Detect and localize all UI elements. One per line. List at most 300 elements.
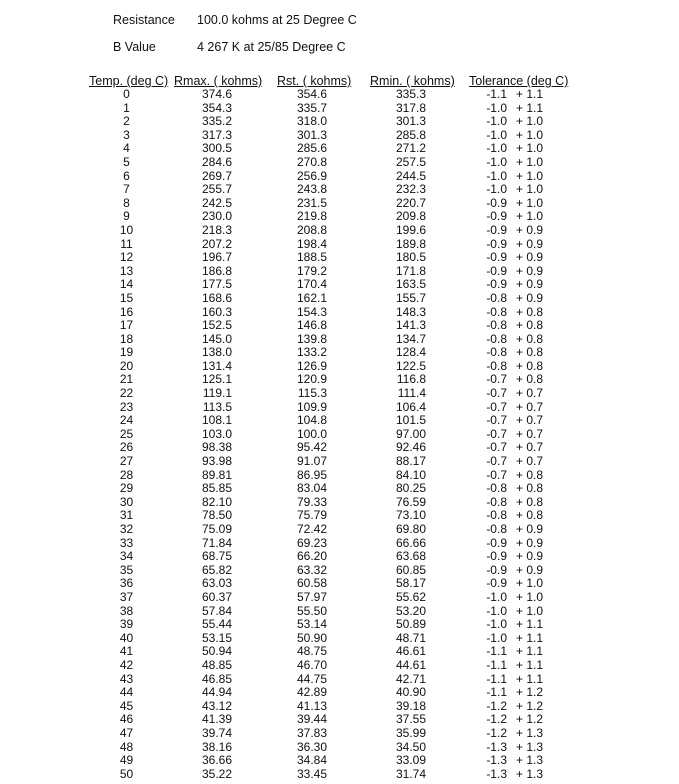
rmin-cell: 80.25: [395, 481, 426, 496]
temp-cell: 21: [119, 372, 134, 387]
table-row: [0, 102, 679, 116]
tolerance-plus-cell: + 0.9: [516, 522, 544, 536]
tolerance-plus-cell: + 0.9: [516, 222, 544, 237]
rmin-cell: 106.4: [395, 399, 426, 414]
table-row: [0, 713, 679, 727]
rmin-cell: 271.2: [395, 141, 426, 156]
tolerance-plus-cell: + 0.7: [516, 386, 544, 401]
tolerance-plus-cell: + 1.3: [516, 753, 544, 768]
rst-cell: 198.4: [296, 236, 327, 251]
rmax-cell: 82.10: [201, 494, 232, 509]
rst-cell: 95.42: [296, 440, 327, 455]
rst-cell: 63.32: [296, 562, 327, 577]
table-row: [0, 115, 679, 129]
rst-cell: 219.8: [296, 209, 327, 224]
table-row: [0, 401, 679, 415]
temp-cell: 26: [119, 440, 134, 455]
rst-cell: 50.90: [296, 630, 327, 645]
temp-cell: 36: [119, 576, 134, 591]
table-row: [0, 265, 679, 279]
rmin-cell: 232.3: [395, 182, 426, 197]
resistance-label: Resistance: [113, 13, 175, 27]
temp-cell: 19: [119, 345, 134, 360]
table-row: [0, 183, 679, 197]
rst-cell: 69.23: [296, 535, 327, 550]
rst-cell: 57.97: [296, 589, 327, 604]
tolerance-plus-cell: + 0.8: [516, 318, 544, 333]
table-row: [0, 741, 679, 755]
rmax-cell: 242.5: [201, 195, 232, 210]
rmax-cell: 85.85: [201, 481, 232, 496]
tolerance-plus-cell: + 1.0: [516, 168, 544, 183]
tolerance-minus-cell: -0.8: [486, 345, 507, 360]
tolerance-plus-cell: + 1.3: [516, 766, 544, 781]
rmin-cell: 301.3: [395, 114, 426, 129]
tolerance-minus-cell: -0.9: [486, 535, 507, 550]
tolerance-minus-cell: -1.0: [486, 617, 507, 632]
tolerance-plus-cell: + 0.8: [516, 467, 544, 482]
tolerance-minus-cell: -0.7: [486, 426, 507, 441]
rmin-cell: 97.00: [395, 426, 426, 441]
rmax-cell: 317.3: [201, 127, 232, 142]
table-row: [0, 523, 679, 537]
rmax-cell: 125.1: [201, 372, 232, 387]
table-row: [0, 224, 679, 238]
rst-cell: 285.6: [296, 141, 327, 156]
rmin-cell: 58.17: [395, 576, 426, 591]
tolerance-plus-cell: + 1.1: [516, 87, 544, 101]
table-row: [0, 142, 679, 156]
temp-cell: 35: [119, 562, 134, 577]
rmin-cell: 55.62: [395, 589, 426, 604]
temp-cell: 25: [119, 426, 134, 441]
temp-cell: 13: [119, 263, 134, 278]
tolerance-minus-cell: -0.7: [486, 467, 507, 482]
table-row: [0, 768, 679, 782]
temp-cell: 18: [119, 331, 134, 346]
tolerance-minus-cell: -0.7: [486, 372, 507, 387]
table-row: [0, 428, 679, 442]
tolerance-plus-cell: + 1.0: [516, 589, 544, 604]
rmax-cell: 68.75: [201, 549, 232, 564]
table-row: [0, 251, 679, 265]
tolerance-minus-cell: -0.8: [486, 358, 507, 373]
rmin-cell: 66.66: [395, 535, 426, 550]
rmax-cell: 168.6: [201, 290, 232, 305]
tolerance-minus-cell: -1.0: [486, 589, 507, 604]
table-row: [0, 577, 679, 591]
table-row: [0, 360, 679, 374]
rmax-cell: 55.44: [201, 617, 232, 632]
tolerance-plus-cell: + 1.0: [516, 127, 544, 142]
rst-cell: 208.8: [296, 222, 327, 237]
temp-cell: 1: [123, 100, 130, 115]
table-row: [0, 673, 679, 687]
temp-cell: 50: [119, 766, 134, 781]
tolerance-minus-cell: -0.9: [486, 277, 507, 292]
tolerance-minus-cell: -1.1: [486, 644, 507, 659]
table-row: [0, 414, 679, 428]
table-row: [0, 482, 679, 496]
tolerance-minus-cell: -0.8: [486, 331, 507, 346]
rst-cell: 154.3: [296, 304, 327, 319]
table-row: [0, 373, 679, 387]
rmax-cell: 152.5: [201, 318, 232, 333]
temp-cell: 30: [119, 494, 134, 509]
table-row: [0, 197, 679, 211]
tolerance-minus-cell: -0.7: [486, 413, 507, 428]
rmax-cell: 60.37: [201, 589, 232, 604]
rmin-cell: 39.18: [395, 698, 426, 713]
rmax-cell: 374.6: [201, 87, 232, 101]
rmin-cell: 116.8: [396, 372, 426, 387]
rst-cell: 79.33: [296, 494, 327, 509]
tolerance-minus-cell: -1.0: [486, 127, 507, 142]
rmax-cell: 269.7: [201, 168, 232, 183]
tolerance-plus-cell: + 0.9: [516, 535, 544, 550]
rmax-cell: 113.5: [202, 399, 232, 414]
rst-cell: 335.7: [296, 100, 327, 115]
temp-cell: 49: [119, 753, 134, 768]
tolerance-minus-cell: -1.3: [486, 766, 507, 781]
rmax-cell: 284.6: [201, 154, 232, 169]
rst-cell: 66.20: [296, 549, 327, 564]
rst-cell: 42.89: [296, 685, 327, 700]
tolerance-minus-cell: -1.0: [486, 100, 507, 115]
rst-cell: 104.8: [296, 413, 327, 428]
rmax-cell: 53.15: [201, 630, 232, 645]
rmin-cell: 60.85: [395, 562, 426, 577]
temp-cell: 34: [119, 549, 134, 564]
rmin-cell: 88.17: [395, 454, 426, 469]
rmin-cell: 48.71: [395, 630, 426, 645]
rmin-cell: 111.4: [397, 386, 426, 401]
table-row: [0, 441, 679, 455]
tolerance-minus-cell: -1.0: [486, 114, 507, 129]
table-row: [0, 469, 679, 483]
tolerance-plus-cell: + 0.8: [516, 358, 544, 373]
tolerance-plus-cell: + 0.7: [516, 399, 544, 414]
rst-cell: 36.30: [296, 739, 327, 754]
tolerance-minus-cell: -1.3: [486, 753, 507, 768]
tolerance-minus-cell: -0.7: [486, 454, 507, 469]
temp-cell: 0: [123, 87, 130, 101]
table-row: [0, 591, 679, 605]
rst-cell: 55.50: [296, 603, 327, 618]
rmin-cell: 76.59: [395, 494, 426, 509]
table-row: [0, 700, 679, 714]
tolerance-minus-cell: -1.0: [486, 141, 507, 156]
table-row: [0, 88, 679, 102]
tolerance-minus-cell: -1.1: [486, 671, 507, 686]
header-tolerance: Tolerance (deg C): [469, 74, 569, 88]
rst-cell: 109.9: [296, 399, 327, 414]
rst-cell: 91.07: [296, 454, 327, 469]
rmax-cell: 186.8: [201, 263, 232, 278]
temp-cell: 10: [119, 222, 134, 237]
rst-cell: 146.8: [296, 318, 327, 333]
tolerance-minus-cell: -1.0: [486, 182, 507, 197]
temp-cell: 32: [119, 522, 134, 536]
tolerance-plus-cell: + 1.1: [516, 644, 544, 659]
temp-cell: 39: [119, 617, 134, 632]
temp-cell: 33: [119, 535, 134, 550]
rmin-cell: 285.8: [395, 127, 426, 142]
rmax-cell: 177.5: [201, 277, 232, 292]
rst-cell: 46.70: [296, 657, 327, 672]
temp-cell: 42: [119, 657, 134, 672]
temp-cell: 31: [119, 508, 134, 523]
temp-cell: 46: [119, 712, 134, 727]
rmin-cell: 244.5: [395, 168, 426, 183]
tolerance-minus-cell: -1.2: [486, 712, 507, 727]
temp-cell: 17: [119, 318, 134, 333]
tolerance-minus-cell: -0.7: [486, 386, 507, 401]
rmin-cell: 46.61: [395, 644, 426, 659]
tolerance-minus-cell: -1.0: [486, 154, 507, 169]
tolerance-plus-cell: + 0.8: [516, 372, 544, 387]
rmax-cell: 48.85: [201, 657, 232, 672]
table-row: [0, 156, 679, 170]
rmin-cell: 50.89: [395, 617, 426, 632]
tolerance-plus-cell: + 0.9: [516, 277, 544, 292]
temp-cell: 2: [123, 114, 130, 129]
rmax-cell: 57.84: [201, 603, 232, 618]
rmax-cell: 46.85: [201, 671, 232, 686]
temp-cell: 12: [119, 250, 134, 265]
rst-cell: 243.8: [296, 182, 327, 197]
rmin-cell: 317.8: [395, 100, 426, 115]
rmax-cell: 108.1: [201, 413, 232, 428]
rmax-cell: 98.38: [201, 440, 232, 455]
tolerance-plus-cell: + 0.8: [516, 331, 544, 346]
tolerance-minus-cell: -0.9: [486, 195, 507, 210]
temp-cell: 4: [123, 141, 130, 156]
tolerance-plus-cell: + 1.1: [516, 100, 544, 115]
tolerance-plus-cell: + 1.3: [516, 725, 544, 740]
tolerance-plus-cell: + 0.9: [516, 549, 544, 564]
tolerance-plus-cell: + 0.7: [516, 426, 544, 441]
rmax-cell: 44.94: [201, 685, 232, 700]
table-row: [0, 346, 679, 360]
rmin-cell: 101.5: [395, 413, 426, 428]
tolerance-plus-cell: + 1.0: [516, 114, 544, 129]
rst-cell: 34.84: [296, 753, 327, 768]
rmin-cell: 35.99: [395, 725, 426, 740]
tolerance-minus-cell: -0.7: [486, 399, 507, 414]
tolerance-plus-cell: + 1.0: [516, 576, 544, 591]
tolerance-plus-cell: + 1.3: [516, 739, 544, 754]
rmin-cell: 155.7: [395, 290, 426, 305]
table-row: [0, 537, 679, 551]
rst-cell: 270.8: [296, 154, 327, 169]
rst-cell: 170.4: [296, 277, 327, 292]
table-row: [0, 238, 679, 252]
rmax-cell: 50.94: [201, 644, 232, 659]
rmin-cell: 69.80: [395, 522, 426, 536]
rst-cell: 162.1: [296, 290, 327, 305]
rmax-cell: 39.74: [201, 725, 232, 740]
temp-cell: 20: [119, 358, 134, 373]
rmax-cell: 41.39: [201, 712, 232, 727]
rst-cell: 83.04: [296, 481, 327, 496]
table-row: [0, 306, 679, 320]
tolerance-minus-cell: -1.3: [486, 739, 507, 754]
table-row: [0, 754, 679, 768]
resistance-table-body: [0, 88, 679, 781]
tolerance-plus-cell: + 0.8: [516, 481, 544, 496]
tolerance-minus-cell: -0.9: [486, 549, 507, 564]
tolerance-plus-cell: + 1.0: [516, 195, 544, 210]
tolerance-minus-cell: -0.9: [486, 576, 507, 591]
table-row: [0, 496, 679, 510]
temp-cell: 6: [123, 168, 130, 183]
temp-cell: 16: [119, 304, 134, 319]
rst-cell: 86.95: [296, 467, 327, 482]
tolerance-plus-cell: + 0.9: [516, 250, 544, 265]
rmin-cell: 180.5: [395, 250, 426, 265]
rst-cell: 44.75: [296, 671, 327, 686]
rst-cell: 33.45: [296, 766, 327, 781]
tolerance-plus-cell: + 0.7: [516, 454, 544, 469]
tolerance-plus-cell: + 1.0: [516, 603, 544, 618]
tolerance-plus-cell: + 1.0: [516, 209, 544, 224]
tolerance-minus-cell: -0.8: [486, 508, 507, 523]
temp-cell: 28: [119, 467, 134, 482]
rst-cell: 188.5: [296, 250, 327, 265]
b-value-value: 4 267 K at 25/85 Degree C: [197, 40, 346, 54]
rmax-cell: 138.0: [201, 345, 232, 360]
rst-cell: 139.8: [296, 331, 327, 346]
table-row: [0, 387, 679, 401]
table-row: [0, 170, 679, 184]
rmin-cell: 53.20: [395, 603, 426, 618]
rmax-cell: 196.7: [201, 250, 232, 265]
temp-cell: 43: [119, 671, 134, 686]
rmin-cell: 148.3: [395, 304, 426, 319]
temp-cell: 23: [119, 399, 134, 414]
tolerance-plus-cell: + 1.0: [516, 141, 544, 156]
rst-cell: 39.44: [296, 712, 327, 727]
temp-cell: 11: [120, 236, 133, 251]
tolerance-plus-cell: + 1.1: [516, 617, 544, 632]
rmin-cell: 73.10: [395, 508, 426, 523]
temp-cell: 41: [119, 644, 134, 659]
tolerance-minus-cell: -0.8: [486, 304, 507, 319]
tolerance-minus-cell: -1.1: [486, 657, 507, 672]
temp-cell: 24: [119, 413, 134, 428]
tolerance-plus-cell: + 1.1: [516, 657, 544, 672]
tolerance-minus-cell: -0.9: [486, 209, 507, 224]
tolerance-minus-cell: -1.0: [486, 603, 507, 618]
tolerance-plus-cell: + 1.2: [516, 712, 544, 727]
rmin-cell: 44.61: [395, 657, 426, 672]
rmin-cell: 220.7: [395, 195, 426, 210]
tolerance-plus-cell: + 0.9: [516, 263, 544, 278]
rmin-cell: 63.68: [395, 549, 426, 564]
temp-cell: 15: [119, 290, 134, 305]
table-row: [0, 210, 679, 224]
rst-cell: 126.9: [296, 358, 327, 373]
tolerance-plus-cell: + 0.7: [516, 413, 544, 428]
rmax-cell: 218.3: [201, 222, 232, 237]
tolerance-minus-cell: -1.1: [486, 685, 507, 700]
table-row: [0, 564, 679, 578]
rmax-cell: 160.3: [201, 304, 232, 319]
temp-cell: 45: [119, 698, 134, 713]
tolerance-plus-cell: + 0.9: [516, 562, 544, 577]
tolerance-minus-cell: -0.9: [486, 222, 507, 237]
rmax-cell: 89.81: [201, 467, 232, 482]
tolerance-plus-cell: + 0.8: [516, 304, 544, 319]
tolerance-plus-cell: + 1.2: [516, 685, 544, 700]
table-row: [0, 632, 679, 646]
table-row: [0, 129, 679, 143]
temp-cell: 5: [123, 154, 130, 169]
rmin-cell: 34.50: [395, 739, 426, 754]
temp-cell: 44: [119, 685, 134, 700]
rmin-cell: 33.09: [395, 753, 426, 768]
rmin-cell: 199.6: [395, 222, 426, 237]
temp-cell: 14: [119, 277, 134, 292]
rmax-cell: 35.22: [201, 766, 232, 781]
tolerance-minus-cell: -1.2: [486, 698, 507, 713]
table-row: [0, 292, 679, 306]
tolerance-minus-cell: -0.9: [486, 562, 507, 577]
table-row: [0, 319, 679, 333]
temp-cell: 38: [119, 603, 134, 618]
tolerance-minus-cell: -0.8: [486, 290, 507, 305]
rmax-cell: 119.1: [202, 386, 232, 401]
tolerance-minus-cell: -1.2: [486, 725, 507, 740]
tolerance-minus-cell: -0.9: [486, 236, 507, 251]
tolerance-plus-cell: + 0.8: [516, 508, 544, 523]
table-row: [0, 605, 679, 619]
rst-cell: 301.3: [296, 127, 327, 142]
temp-cell: 48: [119, 739, 134, 754]
rmin-cell: 122.5: [395, 358, 426, 373]
rst-cell: 115.3: [297, 386, 327, 401]
rmax-cell: 255.7: [201, 182, 232, 197]
rmin-cell: 141.3: [395, 318, 426, 333]
rmin-cell: 189.8: [395, 236, 426, 251]
tolerance-minus-cell: -0.8: [486, 318, 507, 333]
table-row: [0, 333, 679, 347]
rmin-cell: 257.5: [395, 154, 426, 169]
tolerance-plus-cell: + 1.1: [516, 630, 544, 645]
rmin-cell: 128.4: [395, 345, 426, 360]
tolerance-plus-cell: + 1.1: [516, 671, 544, 686]
temp-cell: 7: [123, 182, 130, 197]
table-row: [0, 645, 679, 659]
rmin-cell: 40.90: [395, 685, 426, 700]
tolerance-minus-cell: -0.9: [486, 263, 507, 278]
tolerance-plus-cell: + 0.7: [516, 440, 544, 455]
rst-cell: 37.83: [296, 725, 327, 740]
rst-cell: 354.6: [296, 87, 327, 101]
rmax-cell: 230.0: [201, 209, 232, 224]
rmax-cell: 131.4: [201, 358, 232, 373]
rst-cell: 120.9: [296, 372, 327, 387]
temp-cell: 27: [119, 454, 134, 469]
rst-cell: 72.42: [296, 522, 327, 536]
rmax-cell: 65.82: [201, 562, 232, 577]
table-row: [0, 618, 679, 632]
rmin-cell: 163.5: [395, 277, 426, 292]
rst-cell: 100.0: [296, 426, 327, 441]
tolerance-plus-cell: + 1.0: [516, 182, 544, 197]
rmin-cell: 171.8: [395, 263, 426, 278]
